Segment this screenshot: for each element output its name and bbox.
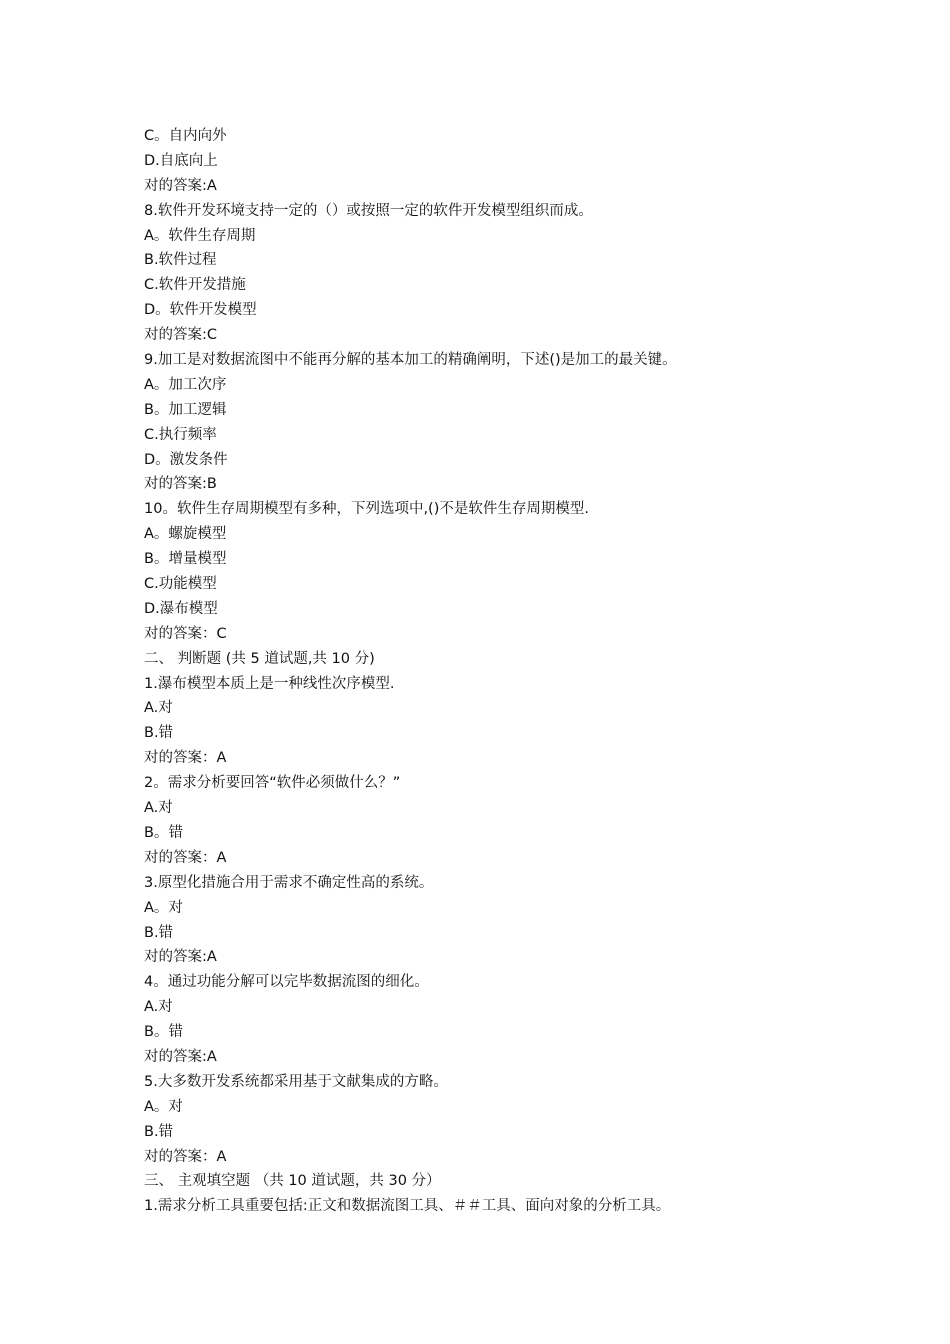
option-line: D。激发条件 xyxy=(144,451,228,468)
option-line: B.错 xyxy=(144,1123,174,1140)
question-line: 3.原型化措施合用于需求不确定性高的系统。 xyxy=(144,874,434,891)
option-line: C.软件开发措施 xyxy=(144,277,246,294)
option-line: A。对 xyxy=(144,899,183,916)
option-line: A.对 xyxy=(144,999,173,1016)
question-line: 2。需求分析要回答“软件必须做什么？” xyxy=(144,775,401,792)
answer-line: 对的答案:A xyxy=(144,1048,217,1065)
answer-line: 对的答案：C xyxy=(144,625,227,642)
answer-line: 对的答案:C xyxy=(144,327,218,344)
option-line: D。软件开发模型 xyxy=(144,302,257,319)
answer-line: 对的答案:A xyxy=(144,177,217,194)
answer-line: 对的答案：A xyxy=(144,1148,227,1165)
option-line: B.错 xyxy=(144,725,174,742)
question-line: 9.加工是对数据流图中不能再分解的基本加工的精确阐明，下述()是加工的最关键。 xyxy=(144,352,677,369)
option-line: C.执行频率 xyxy=(144,426,217,443)
answer-line: 对的答案:B xyxy=(144,476,217,493)
option-line: A.对 xyxy=(144,800,173,817)
option-line: A。软件生存周期 xyxy=(144,227,256,244)
question-line: 5.大多数开发系统都采用基于文献集成的方略。 xyxy=(144,1073,448,1090)
option-line: A。加工次序 xyxy=(144,376,227,393)
option-line: B。错 xyxy=(144,824,183,841)
question-line: 1.瀑布模型本质上是一种线性次序模型. xyxy=(144,675,395,692)
option-line: C。自内向外 xyxy=(144,128,227,144)
section-heading: 三、 主观填空题 （共 10 道试题，共 30 分） xyxy=(144,1173,441,1190)
option-line: D.瀑布模型 xyxy=(144,600,218,617)
option-line: B.软件过程 xyxy=(144,252,217,269)
option-line: B。增量模型 xyxy=(144,551,227,568)
option-line: B。加工逻辑 xyxy=(144,401,227,418)
document-content xyxy=(144,124,824,1219)
answer-line: 对的答案：A xyxy=(144,750,227,767)
option-line: C.功能模型 xyxy=(144,576,217,593)
question-line: 8.软件开发环境支持一定的（）或按照一定的软件开发模型组织而成。 xyxy=(144,202,593,219)
option-line: D.自底向上 xyxy=(144,152,218,169)
option-line: B.错 xyxy=(144,924,174,941)
question-line: 4。通过功能分解可以完毕数据流图的细化。 xyxy=(144,974,429,991)
section-heading: 二、 判断题 (共 5 道试题,共 10 分) xyxy=(144,650,375,667)
question-line: 10。软件生存周期模型有多种，下列选项中,()不是软件生存周期模型. xyxy=(144,501,589,518)
question-line: 1.需求分析工具重要包括:正文和数据流图工具、＃＃工具、面向对象的分析工具。 xyxy=(144,1198,671,1215)
option-line: A.对 xyxy=(144,700,173,717)
option-line: A。对 xyxy=(144,1098,183,1115)
answer-line: 对的答案:A xyxy=(144,949,217,966)
option-line: A。螺旋模型 xyxy=(144,526,227,543)
option-line: B。错 xyxy=(144,1024,183,1041)
answer-line: 对的答案：A xyxy=(144,849,227,866)
